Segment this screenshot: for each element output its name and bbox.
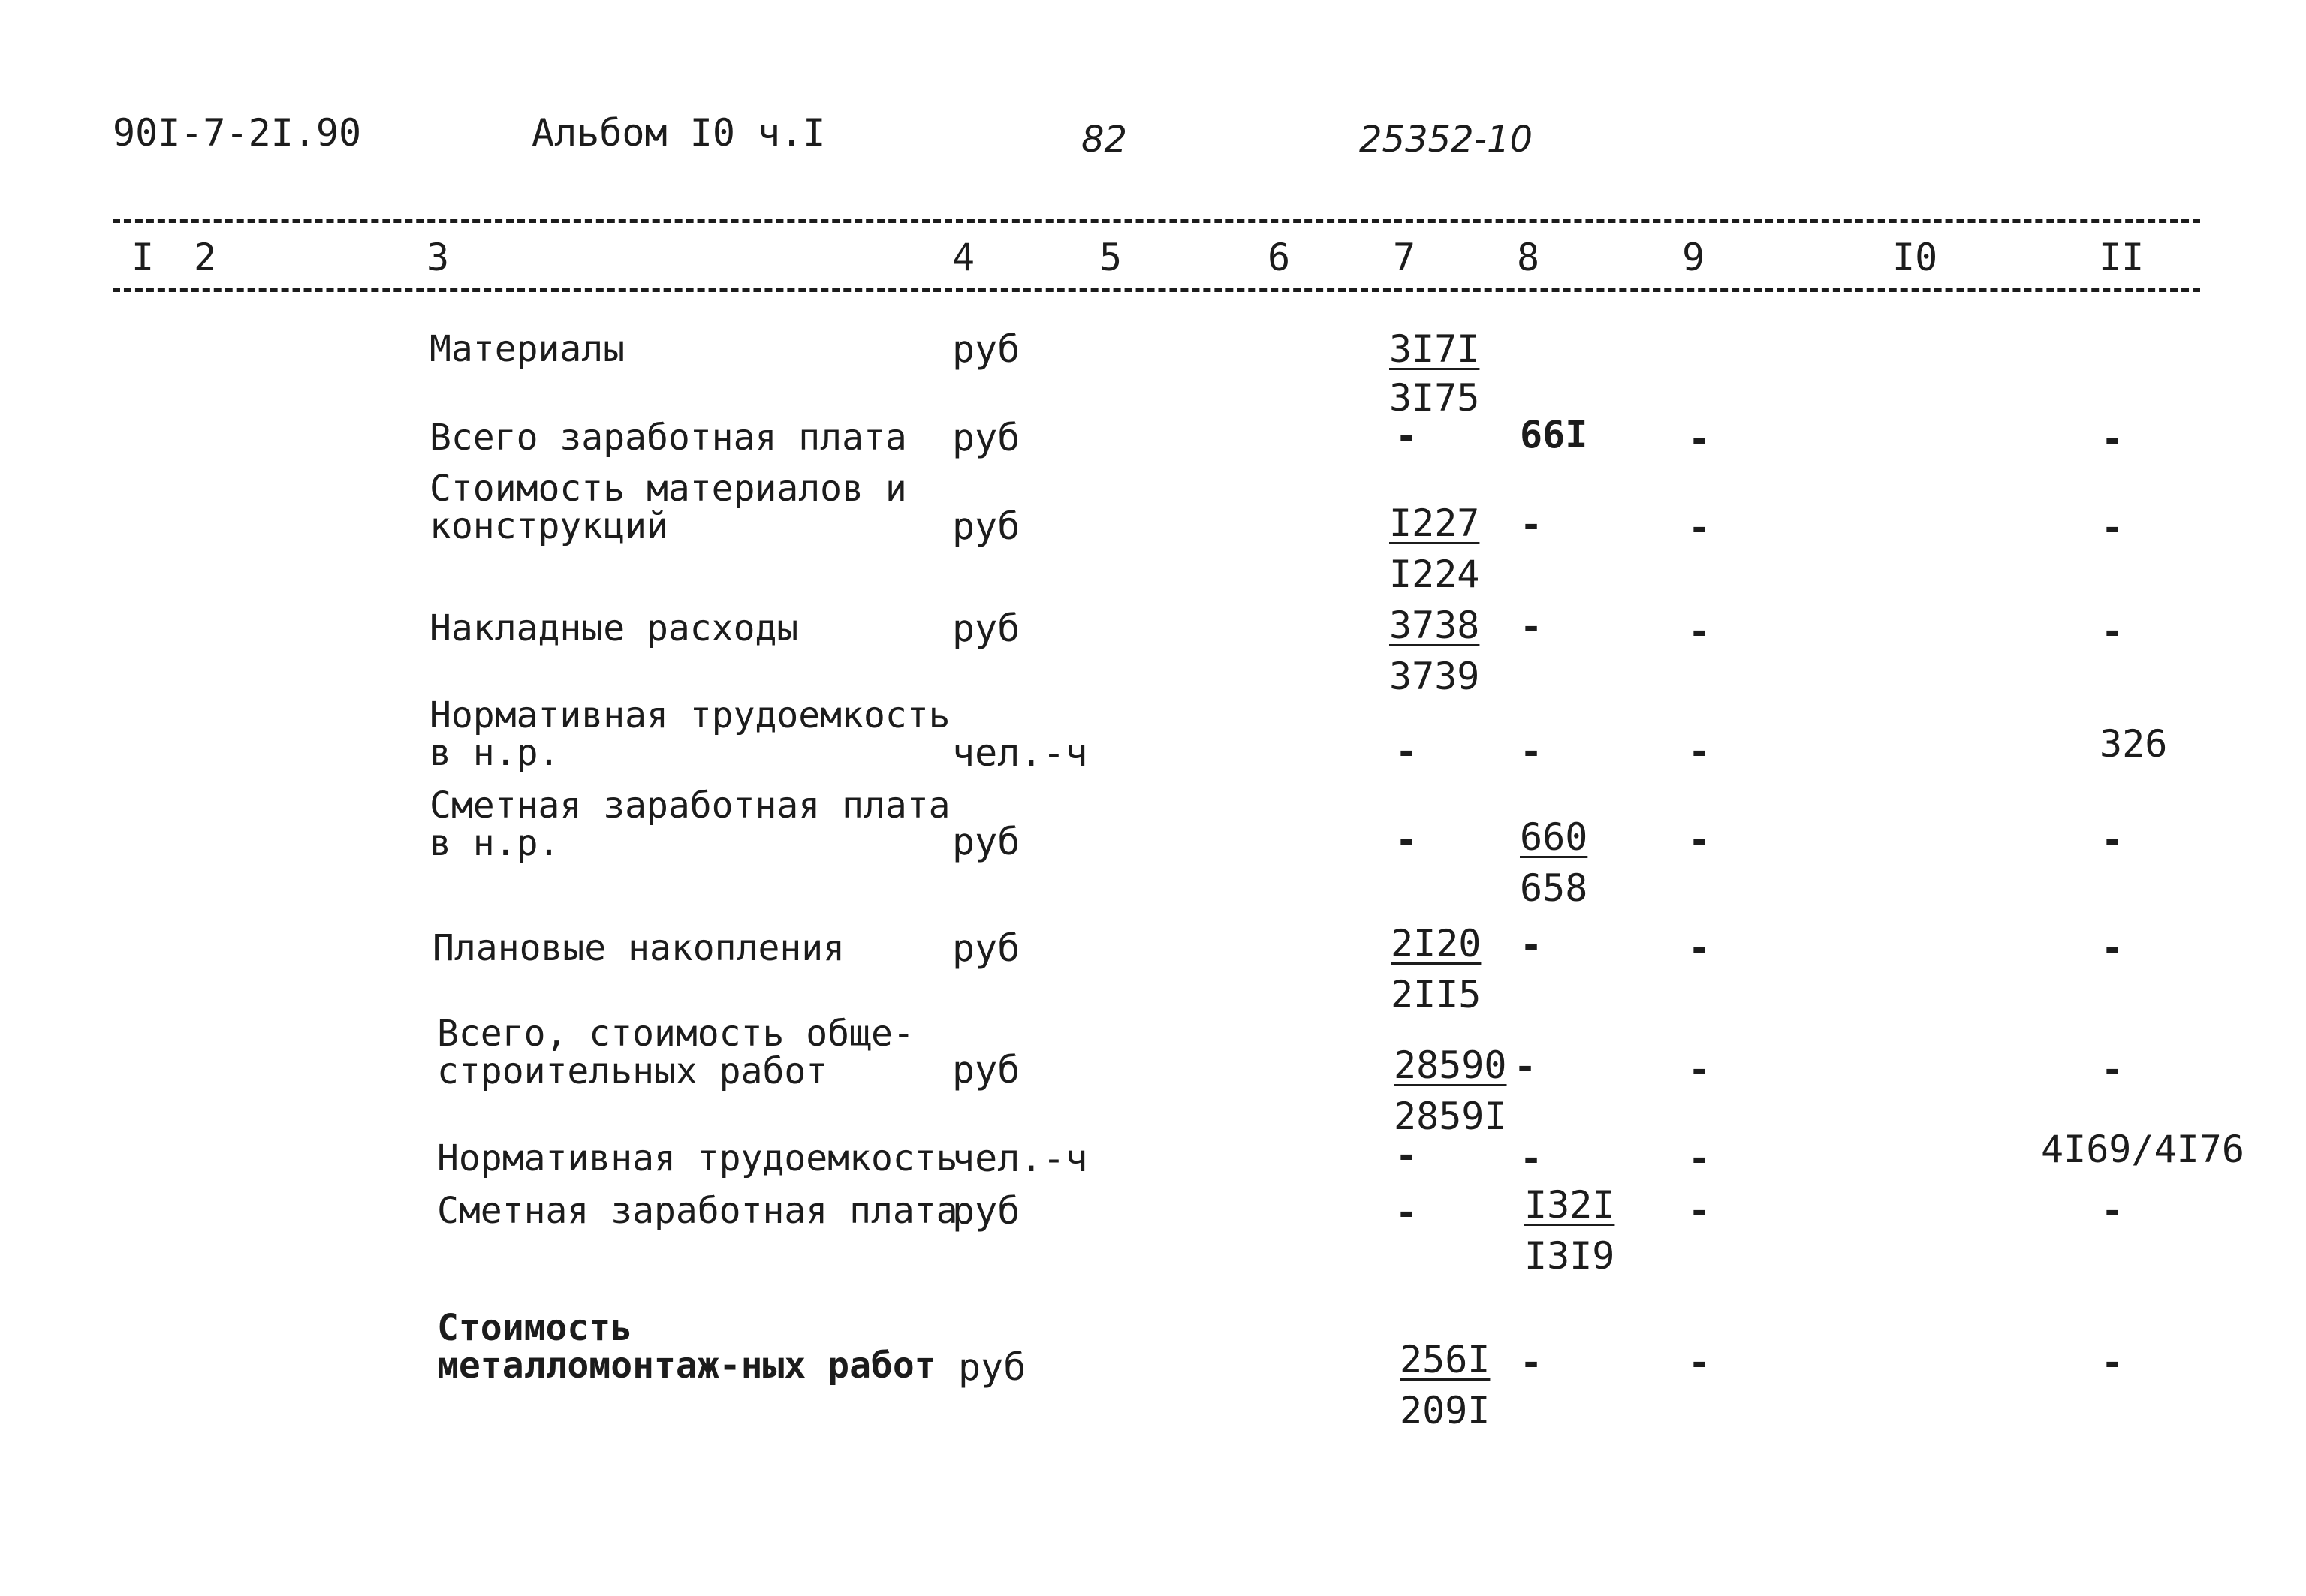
row-col7-corrected: 209I xyxy=(1400,1389,1491,1432)
document-code: 90I-7-2I.90 xyxy=(113,111,362,155)
row-col11-value: - xyxy=(2101,926,2124,970)
column-header-10: I0 xyxy=(1892,236,1938,279)
row-col7-corrected: 3I75 xyxy=(1389,376,1480,420)
page-number: 82 xyxy=(1081,119,1128,161)
row-col7-value: 2I20 xyxy=(1391,922,1482,965)
column-header-2: 2 xyxy=(194,236,217,279)
album-label: Альбом I0 ч.I xyxy=(532,111,826,155)
row-name: Стоимость металломонтаж-ных работ xyxy=(437,1307,936,1387)
row-col8-corrected: I3I9 xyxy=(1524,1234,1615,1278)
row-col11-value: - xyxy=(2101,1048,2124,1092)
row-unit: руб xyxy=(958,1345,1026,1389)
row-col7-corrected: 3739 xyxy=(1389,655,1480,698)
row-col7-value: - xyxy=(1395,414,1418,458)
column-header-7: 7 xyxy=(1393,236,1416,279)
row-unit: руб xyxy=(952,504,1020,548)
row-col11-value: 4I69/4I76 xyxy=(2041,1128,2244,1171)
row-col8-value: 660 xyxy=(1520,815,1588,859)
column-header-8: 8 xyxy=(1517,236,1540,279)
row-unit: руб xyxy=(952,416,1020,459)
row-name: Стоимость материалов и конструкций xyxy=(430,468,907,547)
row-col11-value: - xyxy=(2101,417,2124,461)
row-col11-value: - xyxy=(2101,1189,2124,1233)
row-col9-value: - xyxy=(1688,610,1711,653)
row-col8-corrected: 658 xyxy=(1520,866,1588,910)
row-col11-value: - xyxy=(2101,610,2124,653)
row-unit: руб xyxy=(952,820,1020,863)
row-col8-value: - xyxy=(1520,730,1543,773)
row-unit: чел.-ч xyxy=(952,1137,1088,1180)
row-col7-value: - xyxy=(1395,818,1418,862)
row-col7-value: - xyxy=(1395,1191,1418,1234)
row-col8-value: - xyxy=(1520,1341,1543,1384)
row-unit: чел.-ч xyxy=(952,731,1088,775)
header-rule-top xyxy=(113,219,2200,223)
row-col7-corrected: 2II5 xyxy=(1391,973,1482,1016)
row-col9-value: - xyxy=(1688,506,1711,550)
row-col11-value: - xyxy=(2101,818,2124,862)
row-name: Нормативная трудоемкость xyxy=(437,1137,958,1179)
row-name: Накладные расходы xyxy=(430,607,799,649)
column-header-4: 4 xyxy=(952,236,975,279)
row-unit: руб xyxy=(952,607,1020,650)
row-col9-value: - xyxy=(1688,1137,1711,1180)
column-header-9: 9 xyxy=(1682,236,1705,279)
row-col7-value: 256I xyxy=(1400,1338,1491,1381)
row-unit: руб xyxy=(952,1189,1020,1233)
column-header-11: II xyxy=(2099,236,2145,279)
row-name: Сметная заработная плата в н.р. xyxy=(430,784,951,864)
row-col11-value: - xyxy=(2101,1341,2124,1384)
row-name: Всего, стоимость обще-строительных работ xyxy=(437,1013,915,1092)
row-col7-value: 28590 xyxy=(1394,1043,1507,1087)
row-col9-value: - xyxy=(1688,730,1711,773)
row-col8-value: - xyxy=(1514,1045,1537,1089)
row-name: Материалы xyxy=(430,328,625,370)
column-header-1: I xyxy=(131,236,155,279)
row-col9-value: - xyxy=(1688,1189,1711,1233)
row-col7-value: 3738 xyxy=(1389,604,1480,647)
row-col8-value: 66I xyxy=(1520,413,1588,456)
row-col11-value: 326 xyxy=(2100,722,2168,766)
row-name: Нормативная трудоемкость в н.р. xyxy=(430,694,951,774)
row-unit: руб xyxy=(952,327,1020,371)
row-col7-value: - xyxy=(1395,730,1418,773)
column-header-3: 3 xyxy=(427,236,450,279)
row-col9-value: - xyxy=(1688,1341,1711,1384)
row-col8-value: - xyxy=(1520,503,1543,547)
row-col7-value: I227 xyxy=(1389,501,1480,545)
doc-number: 25352-10 xyxy=(1359,119,1533,161)
row-name: Всего заработная плата xyxy=(430,417,907,459)
row-col7-value: 3I7I xyxy=(1389,327,1480,371)
row-unit: руб xyxy=(952,1048,1020,1092)
row-col7-corrected: 2859I xyxy=(1394,1095,1507,1138)
row-col7-value: - xyxy=(1395,1134,1418,1177)
row-col7-corrected: I224 xyxy=(1389,553,1480,596)
row-name: Сметная заработная плата xyxy=(437,1190,958,1232)
row-col9-value: - xyxy=(1688,926,1711,970)
row-col8-value: - xyxy=(1520,605,1543,649)
header-rule-bottom xyxy=(113,288,2200,292)
row-col9-value: - xyxy=(1688,417,1711,461)
row-col9-value: - xyxy=(1688,818,1711,862)
row-col11-value: - xyxy=(2101,506,2124,550)
row-col8-value: I32I xyxy=(1524,1183,1615,1227)
row-name: Плановые накопления xyxy=(433,927,846,969)
row-col8-value: - xyxy=(1520,923,1543,967)
column-header-5: 5 xyxy=(1099,236,1123,279)
row-col8-value: - xyxy=(1520,1137,1543,1180)
column-header-6: 6 xyxy=(1268,236,1291,279)
row-unit: руб xyxy=(952,926,1020,970)
row-col9-value: - xyxy=(1688,1048,1711,1092)
